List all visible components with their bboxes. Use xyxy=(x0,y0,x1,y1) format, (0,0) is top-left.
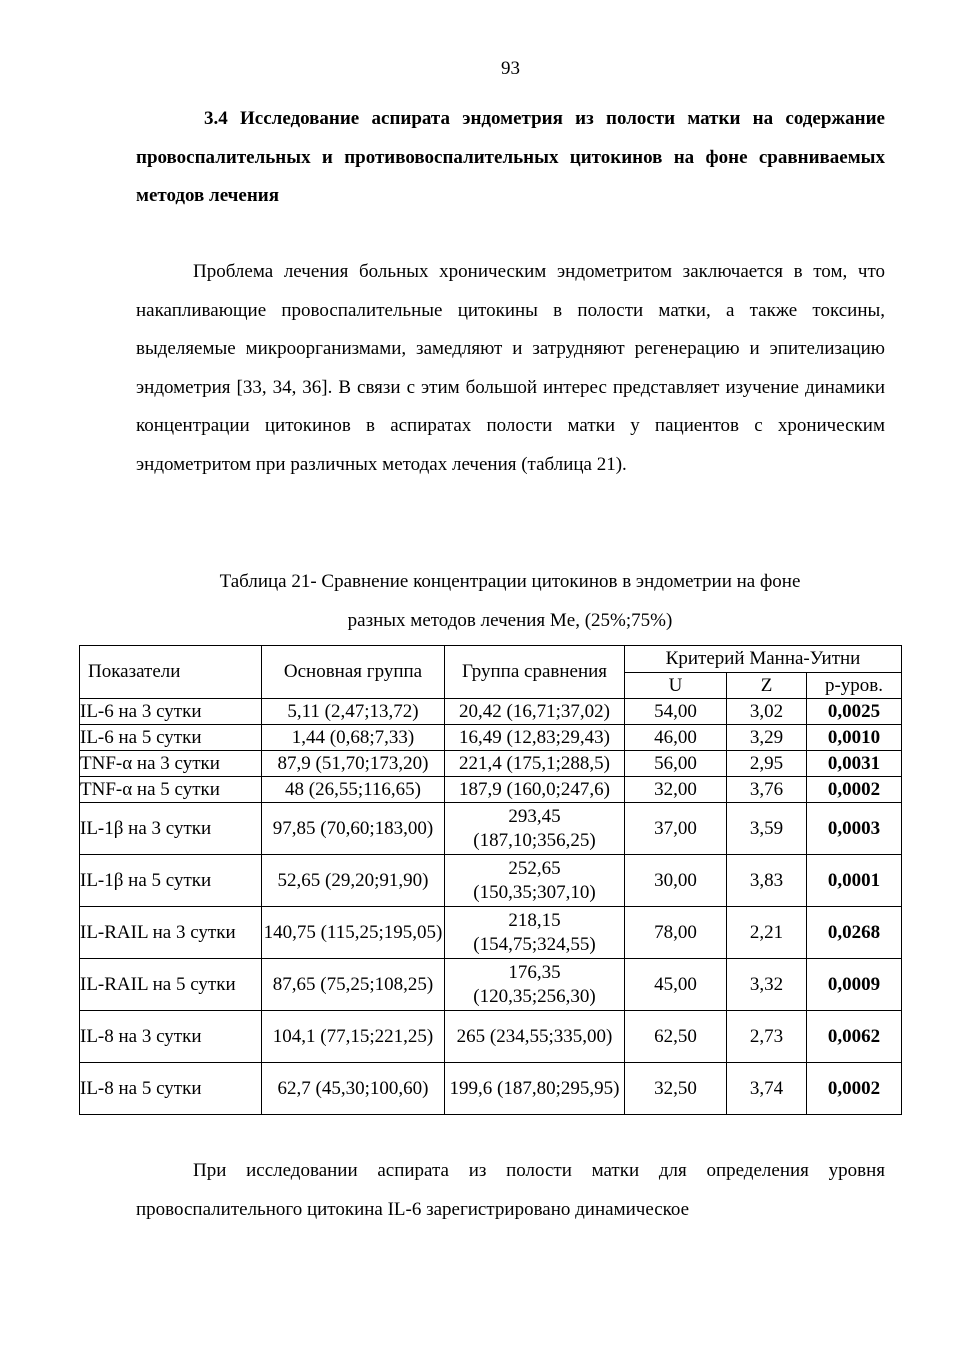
cell-main-group: 140,75 (115,25;195,05) xyxy=(262,907,445,959)
cell-indicator: IL-8 на 5 сутки xyxy=(80,1063,262,1115)
cell-u: 78,00 xyxy=(625,907,727,959)
table-caption xyxy=(80,562,940,640)
cell-z: 3,83 xyxy=(727,855,807,907)
cell-indicator: IL-1β на 5 сутки xyxy=(80,855,262,907)
cell-indicator: IL-6 на 5 сутки xyxy=(80,725,262,751)
cell-p: 0,0003 xyxy=(807,803,902,855)
section-heading: 3.4 Исследование аспирата эндометрия из полости матки на содержание провоспалительных и противовоспалительных цитокинов на фоне сравниваемых методов лечения xyxy=(136,108,885,206)
cell-u: 30,00 xyxy=(625,855,727,907)
cell-indicator: IL-1β на 3 сутки xyxy=(80,803,262,855)
cell-u: 32,50 xyxy=(625,1063,727,1115)
cell-indicator: IL-RAIL на 5 сутки xyxy=(80,959,262,1011)
cell-u: 54,00 xyxy=(625,699,727,725)
table-caption-line-1: Таблица 21- Сравнение концентрации цитокинов в эндометрии на фоне xyxy=(219,571,801,592)
cell-p: 0,0268 xyxy=(807,907,902,959)
cell-p: 0,0025 xyxy=(807,699,902,725)
cell-comparison-group: 252,65 (150,35;307,10) xyxy=(445,855,625,907)
cell-comparison-group: 199,6 (187,80;295,95) xyxy=(445,1063,625,1115)
cell-z: 3,59 xyxy=(727,803,807,855)
cell-u: 32,00 xyxy=(625,777,727,803)
cell-comparison-group: 293,45 (187,10;356,25) xyxy=(445,803,625,855)
cell-comparison-group: 176,35 (120,35;256,30) xyxy=(445,959,625,1011)
table-row xyxy=(80,1011,902,1063)
cell-indicator: TNF-α на 3 сутки xyxy=(80,751,262,777)
table-row xyxy=(80,777,902,803)
cell-indicator: TNF-α на 5 сутки xyxy=(80,777,262,803)
cell-u: 45,00 xyxy=(625,959,727,1011)
cell-u: 46,00 xyxy=(625,725,727,751)
table-row xyxy=(80,803,902,855)
header-comparison-group: Группа сравнения xyxy=(445,646,625,699)
header-indicator: Показатели xyxy=(80,646,262,699)
cell-z: 2,73 xyxy=(727,1011,807,1063)
cell-main-group: 87,9 (51,70;173,20) xyxy=(262,751,445,777)
table-header-row xyxy=(80,646,902,673)
header-p: p-уров. xyxy=(807,673,902,699)
cell-z: 3,76 xyxy=(727,777,807,803)
cell-p: 0,0010 xyxy=(807,725,902,751)
cell-main-group: 1,44 (0,68;7,33) xyxy=(262,725,445,751)
cell-comparison-group: 265 (234,55;335,00) xyxy=(445,1011,625,1063)
cell-p: 0,0009 xyxy=(807,959,902,1011)
page-number: 93 xyxy=(501,58,520,79)
cell-u: 56,00 xyxy=(625,751,727,777)
cell-indicator: IL-RAIL на 3 сутки xyxy=(80,907,262,959)
cell-comparison-group: 218,15 (154,75;324,55) xyxy=(445,907,625,959)
cell-main-group: 48 (26,55;116,65) xyxy=(262,777,445,803)
cell-z: 3,02 xyxy=(727,699,807,725)
cell-p: 0,0062 xyxy=(807,1011,902,1063)
header-mann-whitney: Критерий Манна-Уитни xyxy=(625,646,902,673)
cell-indicator: IL-8 на 3 сутки xyxy=(80,1011,262,1063)
cell-z: 3,74 xyxy=(727,1063,807,1115)
cell-main-group: 52,65 (29,20;91,90) xyxy=(262,855,445,907)
cell-main-group: 97,85 (70,60;183,00) xyxy=(262,803,445,855)
closing-paragraph: При исследовании аспирата из полости матки для определения уровня провоспалительного цитокина IL-6 зарегистрировано динамическое xyxy=(136,1160,885,1220)
cell-comparison-group: 187,9 (160,0;247,6) xyxy=(445,777,625,803)
cell-u: 62,50 xyxy=(625,1011,727,1063)
cell-p: 0,0001 xyxy=(807,855,902,907)
cell-p: 0,0002 xyxy=(807,1063,902,1115)
cell-comparison-group: 221,4 (175,1;288,5) xyxy=(445,751,625,777)
cell-p: 0,0031 xyxy=(807,751,902,777)
cell-main-group: 104,1 (77,15;221,25) xyxy=(262,1011,445,1063)
cell-u: 37,00 xyxy=(625,803,727,855)
table-row xyxy=(80,725,902,751)
cell-main-group: 62,7 (45,30;100,60) xyxy=(262,1063,445,1115)
table-row xyxy=(80,751,902,777)
cell-z: 3,32 xyxy=(727,959,807,1011)
header-main-group: Основная группа xyxy=(262,646,445,699)
cell-indicator: IL-6 на 3 сутки xyxy=(80,699,262,725)
cell-z: 2,95 xyxy=(727,751,807,777)
table-row xyxy=(80,907,902,959)
cell-main-group: 87,65 (75,25;108,25) xyxy=(262,959,445,1011)
cell-main-group: 5,11 (2,47;13,72) xyxy=(262,699,445,725)
cell-p: 0,0002 xyxy=(807,777,902,803)
header-z: Z xyxy=(727,673,807,699)
header-u: U xyxy=(625,673,727,699)
table-row xyxy=(80,699,902,725)
table-row xyxy=(80,1063,902,1115)
table-row xyxy=(80,959,902,1011)
cell-comparison-group: 16,49 (12,83;29,43) xyxy=(445,725,625,751)
cell-z: 3,29 xyxy=(727,725,807,751)
cell-z: 2,21 xyxy=(727,907,807,959)
cell-comparison-group: 20,42 (16,71;37,02) xyxy=(445,699,625,725)
table-row xyxy=(80,855,902,907)
table-caption-line-2: разных методов лечения Me, (25%;75%) xyxy=(347,610,673,631)
cytokine-table xyxy=(79,645,902,1115)
intro-paragraph: Проблема лечения больных хроническим эндометритом заключается в том, что накапливающие провоспалительные цитокины в полости матки, а также токсины, выделяемые микроорганизмами, замедляют и затрудняют регенерацию и эпителизацию эндометрия [33, 34, 36]. В связи с этим большой интерес представляет изучение динамики концентрации цитокинов в аспиратах полости матки у пациентов с хроническим эндометритом при различных методах лечения (таблица 21). xyxy=(136,261,885,475)
